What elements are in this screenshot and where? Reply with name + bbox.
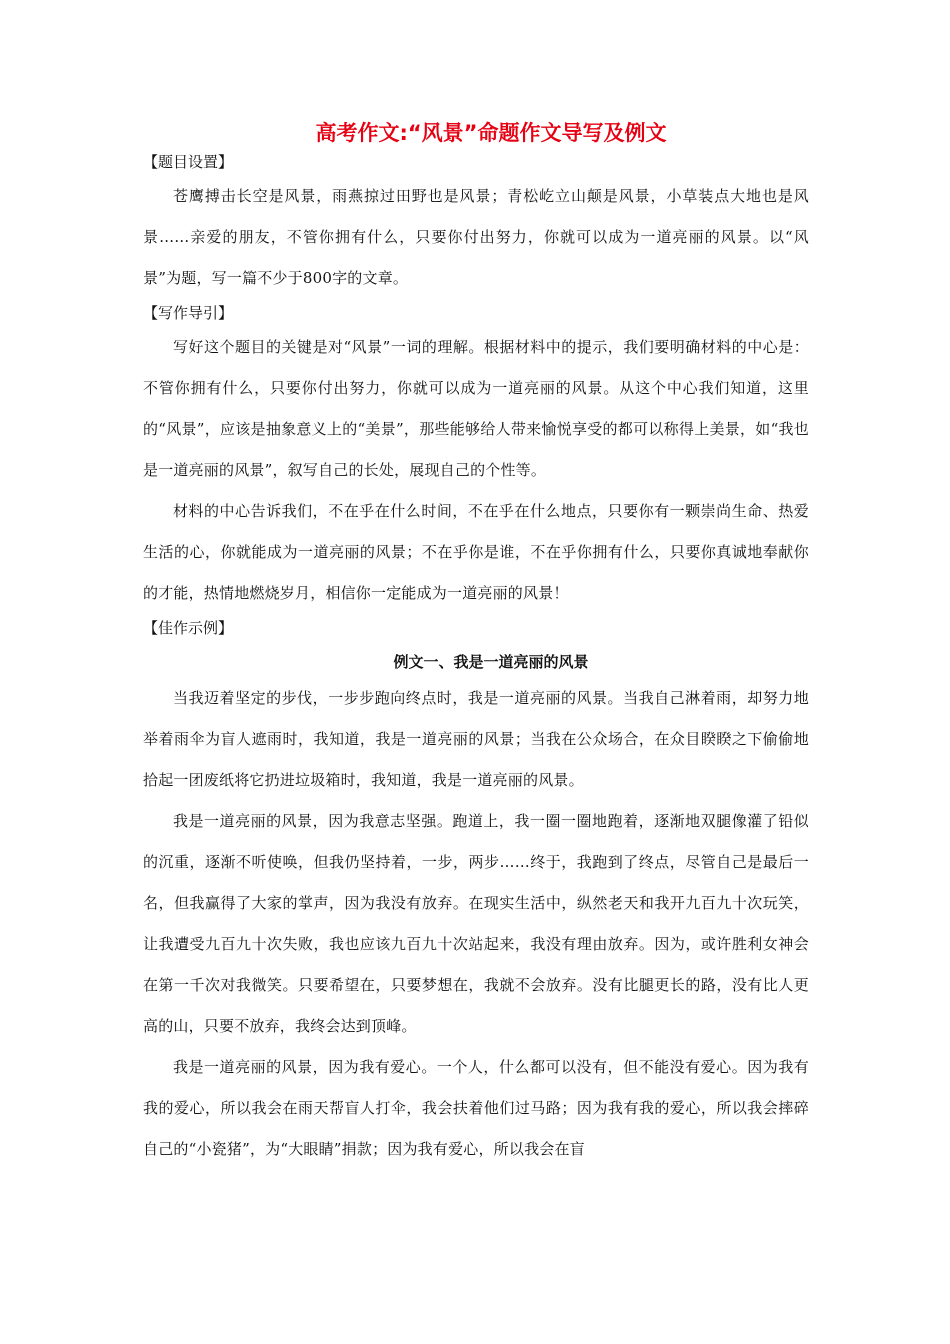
paragraph: 我是一道亮丽的风景，因为我有爱心。一个人，什么都可以没有，但不能没有爱心。因为我有我的爱心，所以我会在雨天帮盲人打伞，我会扶着他们过马路；因为我有我的爱心，所以我会摔碎自己的“小瓷猪”，为“大眼睛”捐款；因为我有爱心，所以我会在盲 [143, 1058, 809, 1158]
essay-title: 例文一、我是一道亮丽的风景 [393, 653, 589, 671]
paragraph: 苍鹰搏击长空是风景，雨燕掠过田野也是风景；青松屹立山颠是风景，小草装点大地也是风景……亲爱的朋友，不管你拥有什么，只要你付出努力，你就可以成为一道亮丽的风景。以“风景”为题，写一篇不少于800字的文章。 [143, 187, 809, 287]
section-heading-guide: 【写作导引】 [143, 304, 234, 322]
document-page [143, 118, 809, 1170]
paragraph: 写好这个题目的关键是对“风景”一词的理解。根据材料中的提示，我们要明确材料的中心是：不管你拥有什么，只要你付出努力，你就可以成为一道亮丽的风景。从这个中心我们知道，这里的“风景”，应该是抽象意义上的“美景”，那些能够给人带来愉悦享受的都可以称得上美景，如“我也是一道亮丽的风景”，叙写自己的长处，展现自己的个性等。 [143, 338, 809, 479]
section-heading-topic: 【题目设置】 [143, 153, 234, 171]
paragraph: 我是一道亮丽的风景，因为我意志坚强。跑道上，我一圈一圈地跑着，逐渐地双腿像灌了铅似的沉重，逐渐不听使唤，但我仍坚持着，一步，两步……终于，我跑到了终点，尽管自己是最后一名，但我赢得了大家的掌声，因为我没有放弃。在现实生活中，纵然老天和我开九百九十次玩笑，让我遭受九百九十次失败，我也应该九百九十次站起来，我没有理由放弃。因为，或许胜利女神会在第一千次对我微笑。只要希望在，只要梦想在，我就不会放弃。没有比腿更长的路，没有比人更高的山，只要不放弃，我终会达到顶峰。 [143, 812, 809, 1035]
section-heading-examples: 【佳作示例】 [143, 619, 234, 637]
paragraph: 材料的中心告诉我们，不在乎在什么时间，不在乎在什么地点，只要你有一颗崇尚生命、热爱生活的心，你就能成为一道亮丽的风景；不在乎你是谁，不在乎你拥有什么，只要你真诚地奉献你的才能，热情地燃烧岁月，相信你一定能成为一道亮丽的风景！ [143, 502, 809, 602]
document-title: 高考作文:“风景”命题作文导写及例文 [315, 121, 667, 145]
paragraph: 当我迈着坚定的步伐，一步步跑向终点时，我是一道亮丽的风景。当我自己淋着雨，却努力地举着雨伞为盲人遮雨时，我知道，我是一道亮丽的风景；当我在公众场合，在众目睽睽之下偷偷地拾起一团废纸将它扔进垃圾箱时，我知道，我是一道亮丽的风景。 [143, 689, 809, 789]
